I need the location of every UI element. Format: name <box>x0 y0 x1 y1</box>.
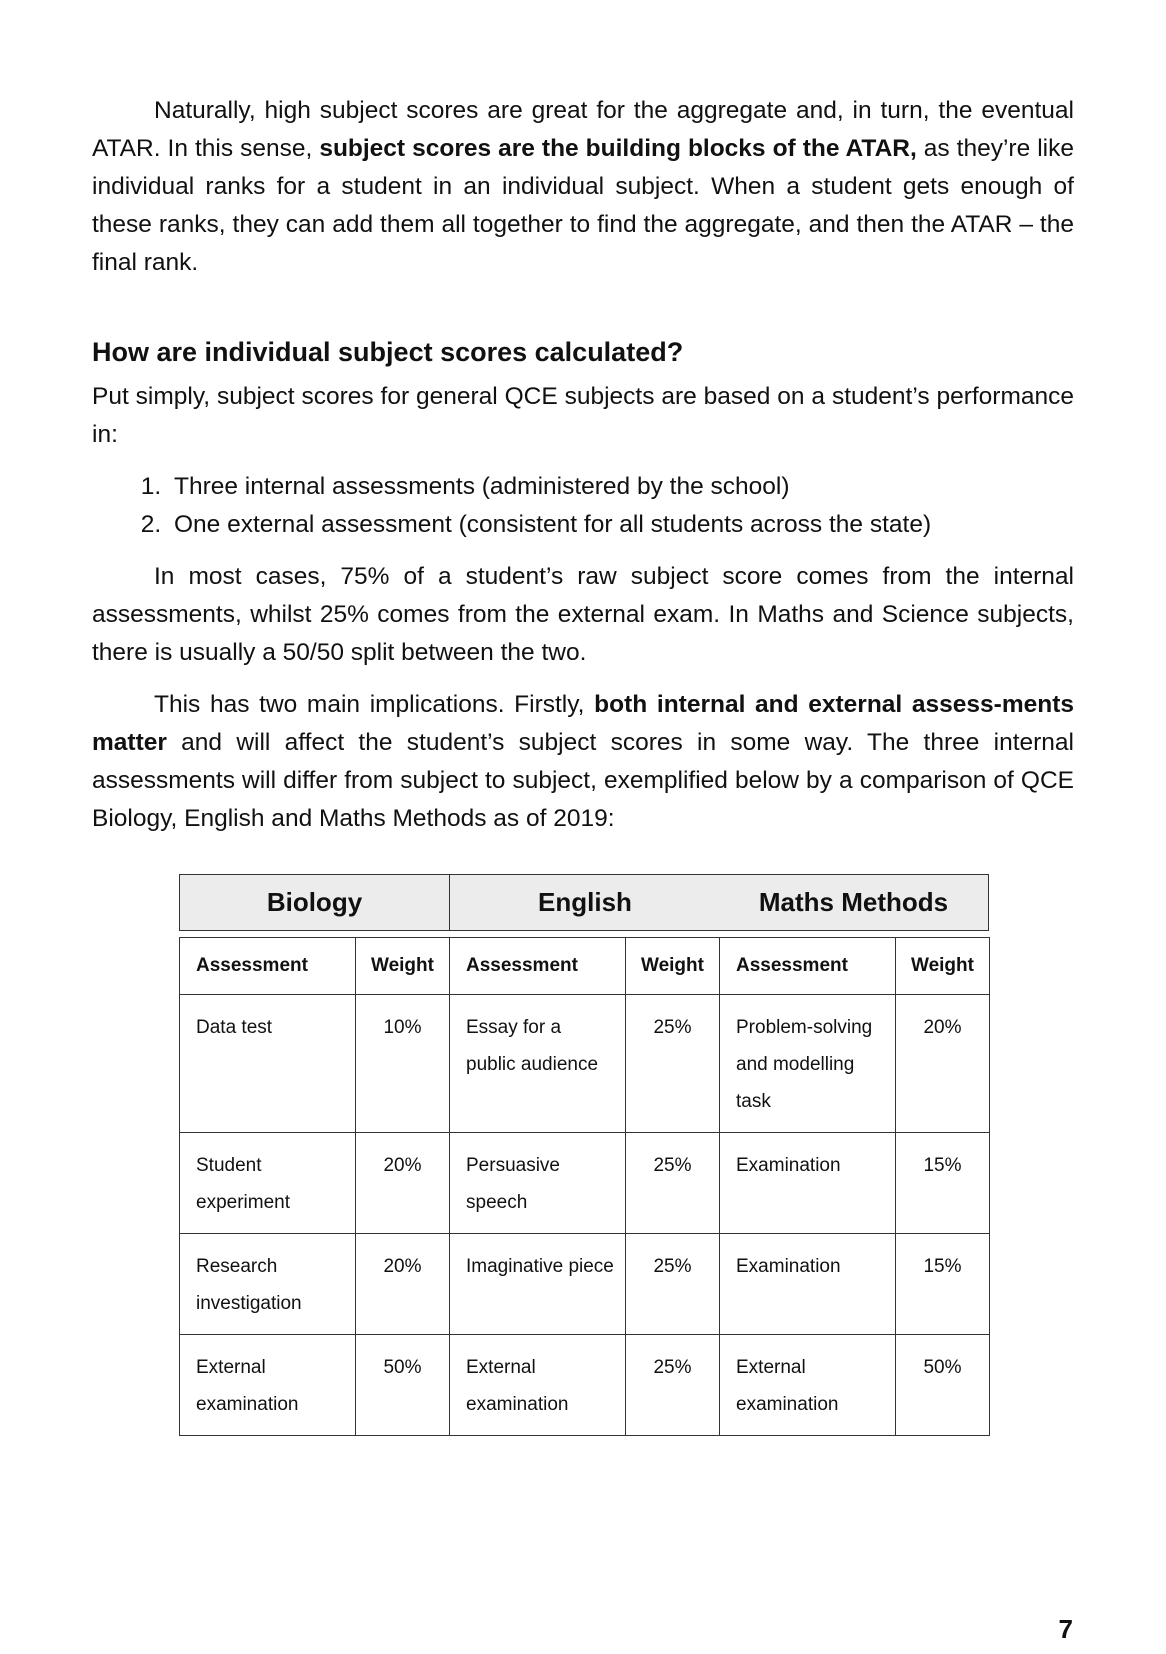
page-body <box>92 92 1074 838</box>
col-assessment: Assessment <box>720 938 896 995</box>
assessment-cell: Data test <box>180 995 356 1133</box>
weighting-paragraph: In most cases, 75% of a student’s raw subject score comes from the internal assessments, whilst 25% comes from the external exam. In Maths and Science subjects, there is usually a 50/50 split between the two. <box>92 563 1074 666</box>
weight-cell: 50% <box>356 1335 450 1436</box>
subject-english: English <box>538 887 632 917</box>
assessment-cell: Examination <box>720 1234 896 1335</box>
bold-phrase-assessments-matter: both internal and external assess-ments matter <box>92 691 1074 756</box>
column-header-row <box>180 938 990 995</box>
assessment-table <box>179 937 990 1436</box>
table-row <box>180 995 990 1133</box>
subject-biology: Biology <box>180 875 450 930</box>
weight-cell: 25% <box>626 1133 720 1234</box>
assessment-cell: Student experiment <box>180 1133 356 1234</box>
implications-paragraph: This has two main implications. Firstly, both internal and external assess-ments matter and will affect the student’s subject scores in some way. The three internal assessments will differ from subject to subject, exemplified below by a comparison of QCE Biology, English and Maths Methods as of 2019: <box>92 691 1074 832</box>
weight-cell: 20% <box>356 1234 450 1335</box>
assessment-list <box>92 468 1074 544</box>
assessment-cell: Problem-solving and modelling task <box>720 995 896 1133</box>
subject-comparison-table <box>179 874 989 1436</box>
assessment-cell: External examination <box>450 1335 626 1436</box>
table-row <box>180 1234 990 1335</box>
assessment-cell: Imaginative piece <box>450 1234 626 1335</box>
weight-cell: 25% <box>626 995 720 1133</box>
weight-cell: 15% <box>896 1133 990 1234</box>
subject-header-row <box>179 874 989 931</box>
col-weight: Weight <box>626 938 720 995</box>
col-assessment: Assessment <box>450 938 626 995</box>
weight-cell: 10% <box>356 995 450 1133</box>
col-assessment: Assessment <box>180 938 356 995</box>
col-weight: Weight <box>896 938 990 995</box>
weight-cell: 15% <box>896 1234 990 1335</box>
table-row <box>180 1335 990 1436</box>
section-heading: How are individual subject scores calculated? <box>92 337 684 367</box>
weight-cell: 20% <box>356 1133 450 1234</box>
list-item: 1. Three internal assessments (administered by the school) <box>168 468 1074 506</box>
table-row <box>180 1133 990 1234</box>
assessment-cell: External examination <box>720 1335 896 1436</box>
weight-cell: 50% <box>896 1335 990 1436</box>
weight-cell: 25% <box>626 1335 720 1436</box>
assessment-cell: Essay for a public audience <box>450 995 626 1133</box>
intro-paragraph: Naturally, high subject scores are great for the aggregate and, in turn, the eventual ATAR. In this sense, subject scores are the building blocks of the ATAR, as they’re like individual ranks for a student in an individual subject. When a student gets enough of these ranks, they can add them all together to find the aggregate, and then the ATAR – the final rank. <box>92 97 1074 276</box>
list-item: 2. One external assessment (consistent for all students across the state) <box>168 506 1074 544</box>
calculation-paragraph: Put simply, subject scores for general QCE subjects are based on a student’s performance in: <box>92 383 1074 448</box>
assessment-cell: Examination <box>720 1133 896 1234</box>
page-number: 7 <box>1058 1614 1073 1644</box>
col-weight: Weight <box>356 938 450 995</box>
assessment-cell: Research investigation <box>180 1234 356 1335</box>
assessment-cell: External examination <box>180 1335 356 1436</box>
subject-maths-methods: Maths Methods <box>758 887 949 917</box>
weight-cell: 25% <box>626 1234 720 1335</box>
bold-phrase-building-blocks: subject scores are the building blocks of the ATAR, <box>319 135 917 162</box>
weight-cell: 20% <box>896 995 990 1133</box>
assessment-cell: Persuasive speech <box>450 1133 626 1234</box>
